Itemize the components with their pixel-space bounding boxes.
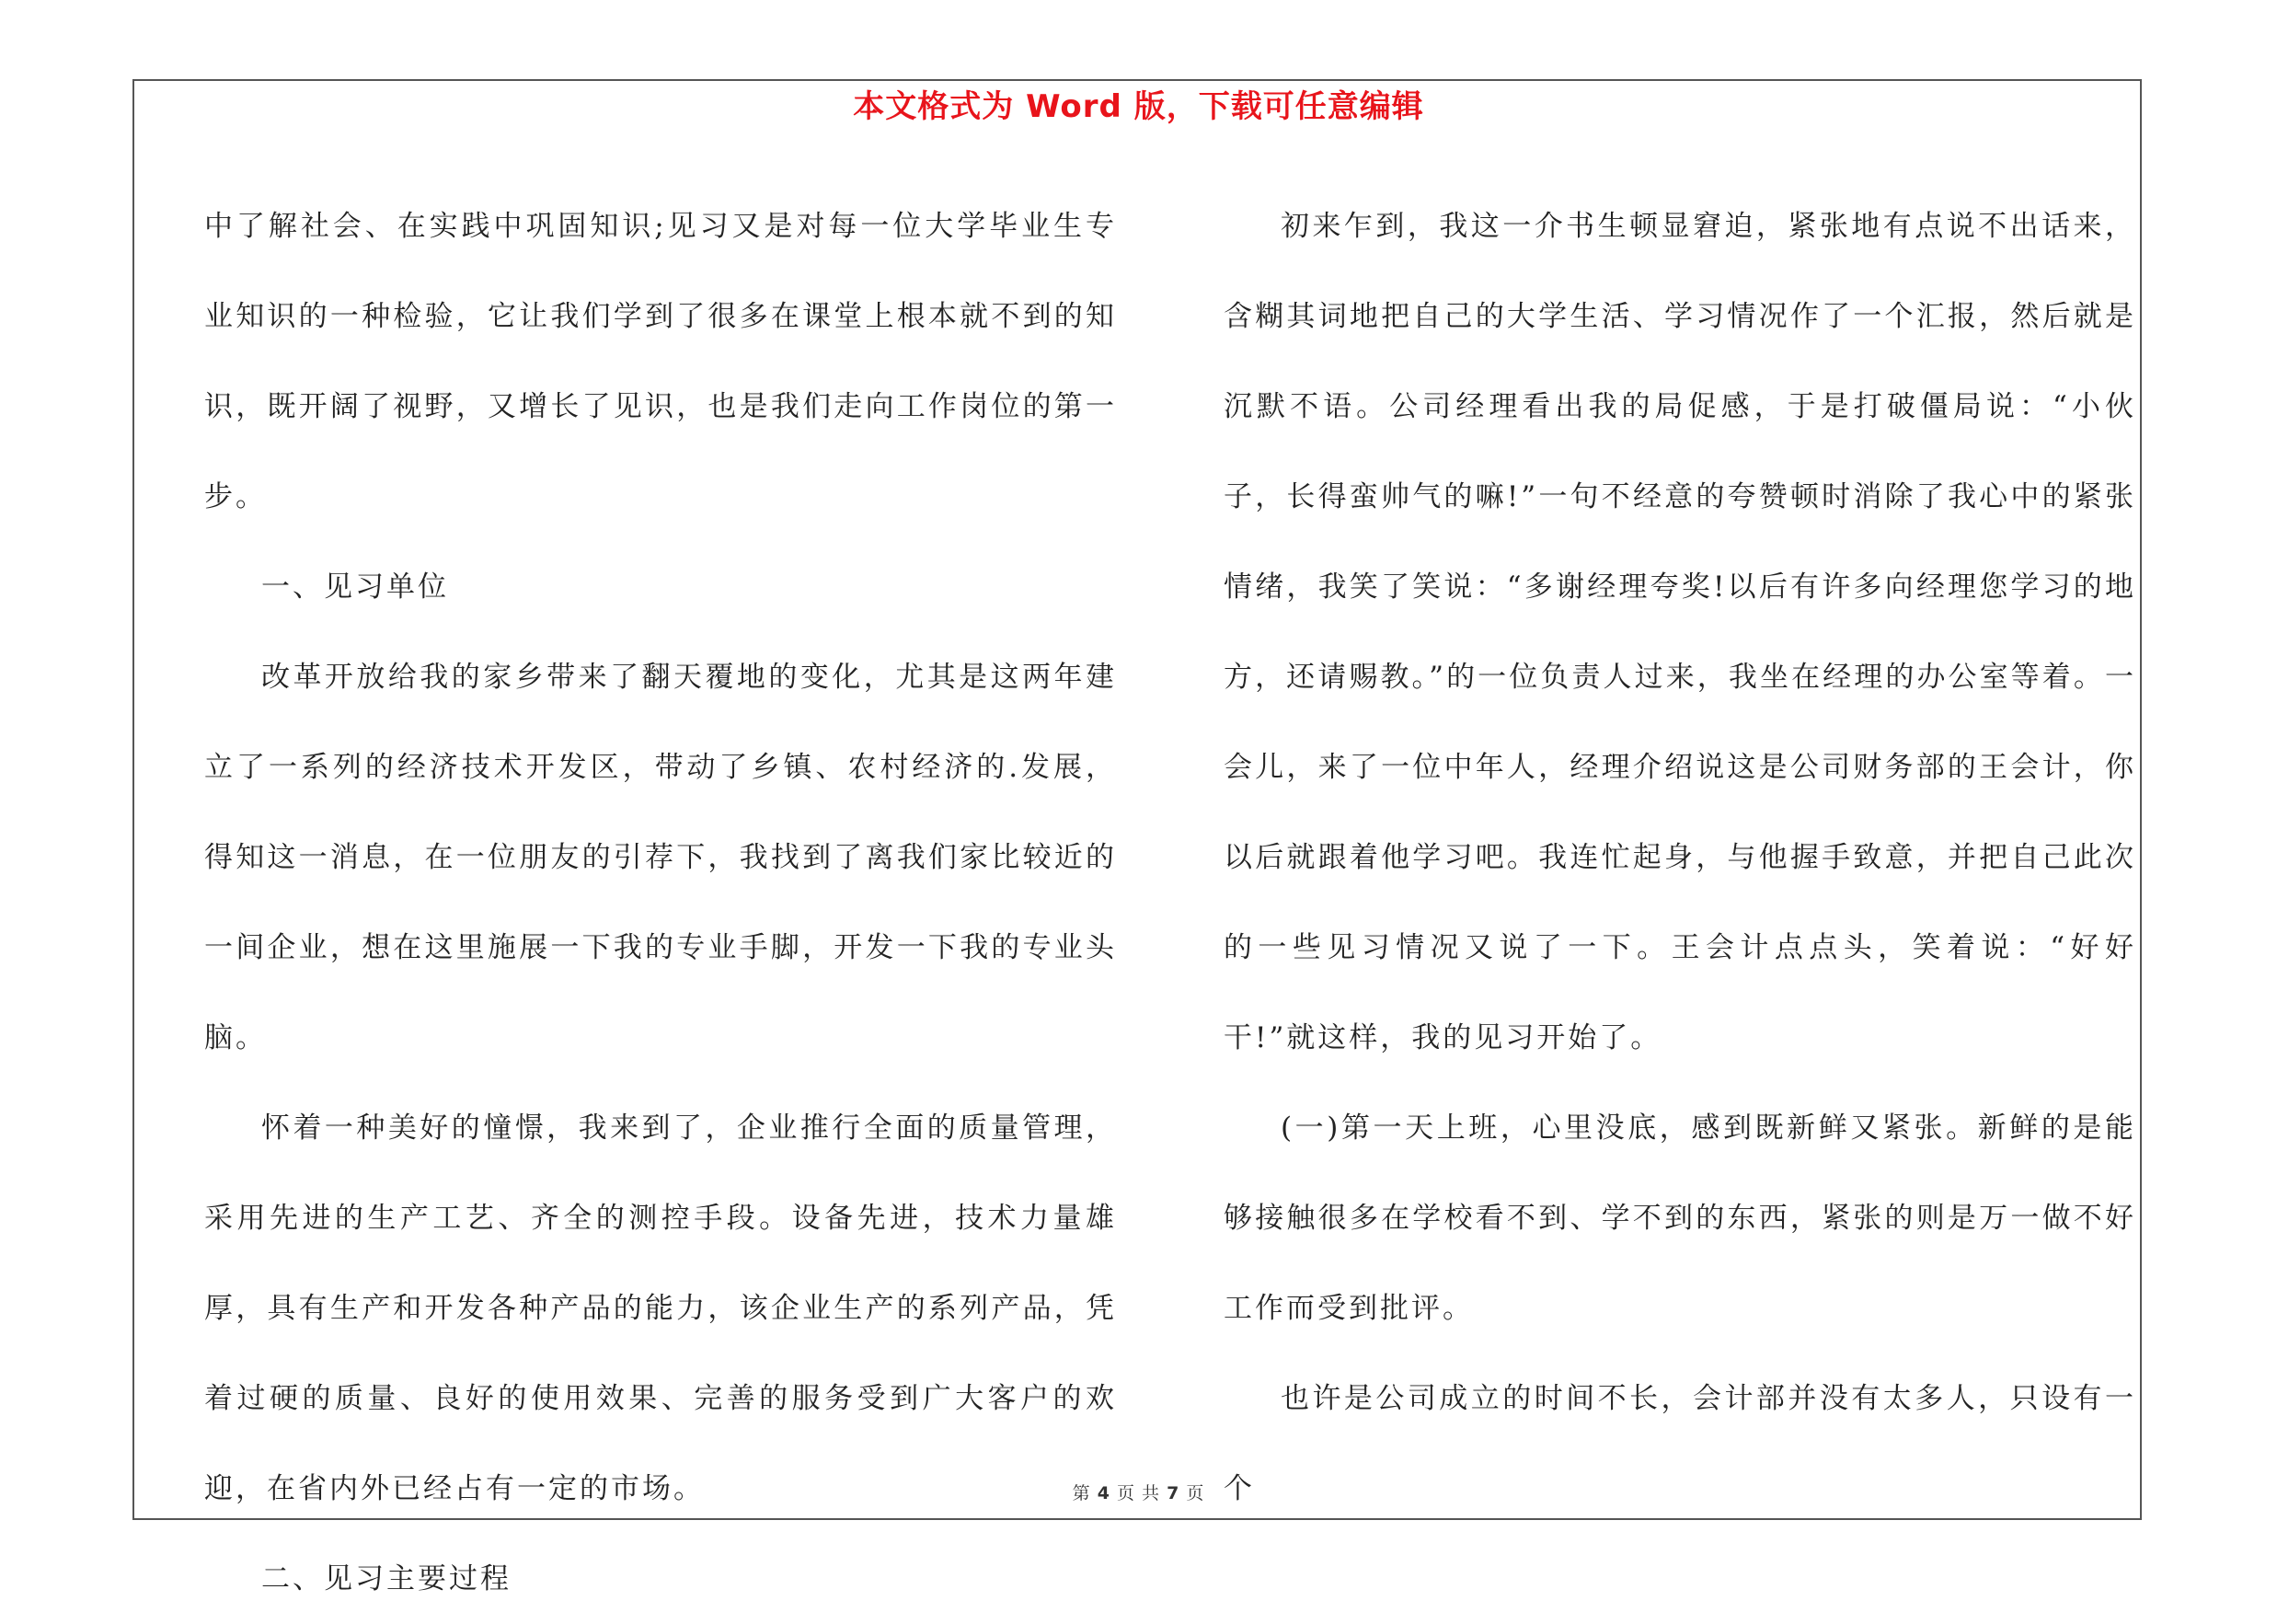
section-heading-process: 二、见习主要过程: [261, 1562, 512, 1595]
left-column: [204, 181, 1117, 1624]
paragraph-continuation: 中了解社会、在实践中巩固知识;见习又是对每一位大学毕业生专业知识的一种检验，它让我们学到了很多在课堂上根本就不到的知识，既开阔了视野，又增长了见识，也是我们走向工作岗位的第一步。: [204, 210, 1117, 513]
page-footer: [0, 1480, 2277, 1504]
footer-suffix: 页: [1186, 1483, 1205, 1503]
footer-total-pages: 7: [1167, 1483, 1180, 1503]
paragraph: 改革开放给我的家乡带来了翻天覆地的变化，尤其是这两年建立了一系列的经济技术开发区，带动了乡镇、农村经济的.发展，得知这一消息，在一位朋友的引荐下，我找到了离我们家比较近的一间企业，想在这里施展一下我的专业手脚，开发一下我的专业头脑。: [204, 661, 1117, 1054]
paragraph: 初来乍到，我这一介书生顿显窘迫，紧张地有点说不出话来，含糊其词地把自己的大学生活、学习情况作了一个汇报，然后就是沉默不语。公司经理看出我的局促感，于是打破僵局说：“小伙子，长得蛮帅气的嘛!”一句不经意的夸赞顿时消除了我心中的紧张情绪，我笑了笑说：“多谢经理夸奖!以后有许多向经理您学习的地方，还请赐教。”的一位负责人过来，我坐在经理的办公室等着。一会儿，来了一位中年人，经理介绍说这是公司财务部的王会计，你以后就跟着他学习吧。我连忙起身，与他握手致意，并把自己此次的一些见习情况又说了一下。王会计点点头，笑着说：“好好干!”就这样，我的见习开始了。: [1224, 210, 2136, 1054]
header-banner: 本文格式为 Word 版，下载可任意编辑: [853, 88, 1424, 125]
right-column: [1224, 181, 2136, 1534]
footer-prefix: 第: [1072, 1483, 1091, 1503]
footer-middle: 页 共: [1116, 1483, 1161, 1503]
paragraph: 怀着一种美好的憧憬，我来到了，企业推行全面的质量管理，采用先进的生产工艺、齐全的测控手段。设备先进，技术力量雄厚，具有生产和开发各种产品的能力，该企业生产的系列产品，凭着过硬的质量、良好的使用效果、完善的服务受到广大客户的欢迎，在省内外已经占有一定的市场。: [204, 1111, 1117, 1505]
paragraph: (一)第一天上班，心里没底，感到既新鲜又紧张。新鲜的是能够接触很多在学校看不到、学不到的东西，紧张的则是万一做不好工作而受到批评。: [1224, 1111, 2136, 1325]
footer-current-page: 4: [1097, 1483, 1110, 1503]
section-heading-unit: 一、见习单位: [261, 570, 449, 604]
paragraph: 也许是公司成立的时间不长，会计部并没有太多人，只设有一个: [1224, 1382, 2136, 1505]
